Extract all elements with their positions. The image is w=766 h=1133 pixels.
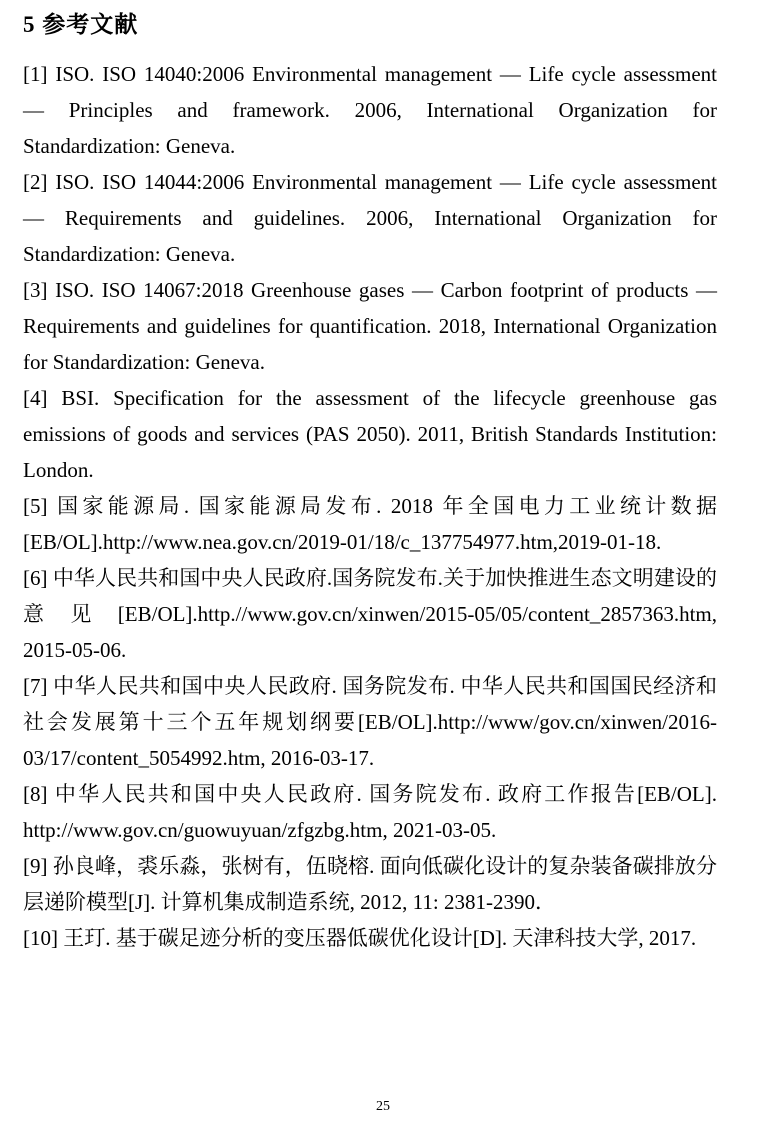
section-heading: 5 参考文献 xyxy=(23,12,139,37)
reference-item-6: [6] 中华人民共和国中央人民政府.国务院发布.关于加快推进生态文明建设的意见[EB/OL].http.//www.gov.cn/xinwen/2015-05/05/content_2857363.htm, 2015-05-06. xyxy=(23,566,717,662)
reference-item-4: [4] BSI. Specification for the assessment of the lifecycle greenhouse gas emissions of goods and services (PAS 2050). 2011, British Standards Institution: London. xyxy=(23,386,717,482)
reference-item-10: [10] 王玎. 基于碳足迹分析的变压器低碳优化设计[D]. 天津科技大学, 2017. xyxy=(23,926,697,950)
reference-item-3: [3] ISO. ISO 14067:2018 Greenhouse gases — Carbon footprint of products — Requirements and guidelines for quantification. 2018, International Organization for Standardization: Geneva. xyxy=(23,278,717,374)
page-number: 25 xyxy=(376,1099,390,1114)
reference-item-1: [1] ISO. ISO 14040:2006 Environmental management — Life cycle assessment — Principles and framework. 2006, International Organization for Standardization: Geneva. xyxy=(23,62,717,158)
reference-list xyxy=(23,56,717,956)
reference-item-2: [2] ISO. ISO 14044:2006 Environmental management — Life cycle assessment — Requirements and guidelines. 2006, International Organization for Standardization: Geneva. xyxy=(23,170,717,266)
reference-item-7: [7] 中华人民共和国中央人民政府. 国务院发布. 中华人民共和国国民经济和社会发展第十三个五年规划纲要[EB/OL].http://www/gov.cn/xinwen/2016-03/17/content_5054992.htm, 2016-03-17. xyxy=(23,674,717,770)
reference-item-8: [8] 中华人民共和国中央人民政府. 国务院发布. 政府工作报告[EB/OL]. http://www.gov.cn/guowuyuan/zfgzbg.htm, 2021-03-05. xyxy=(23,782,717,842)
reference-item-5: [5] 国家能源局. 国家能源局发布. 2018 年全国电力工业统计数据[EB/OL].http://www.nea.gov.cn/2019-01/18/c_137754977.htm,2019-01-18. xyxy=(23,494,717,554)
reference-item-9: [9] 孙良峰，裘乐淼，张树有，伍晓榕. 面向低碳化设计的复杂装备碳排放分层递阶模型[J]. 计算机集成制造系统, 2012, 11: 2381-2390． xyxy=(23,854,717,914)
